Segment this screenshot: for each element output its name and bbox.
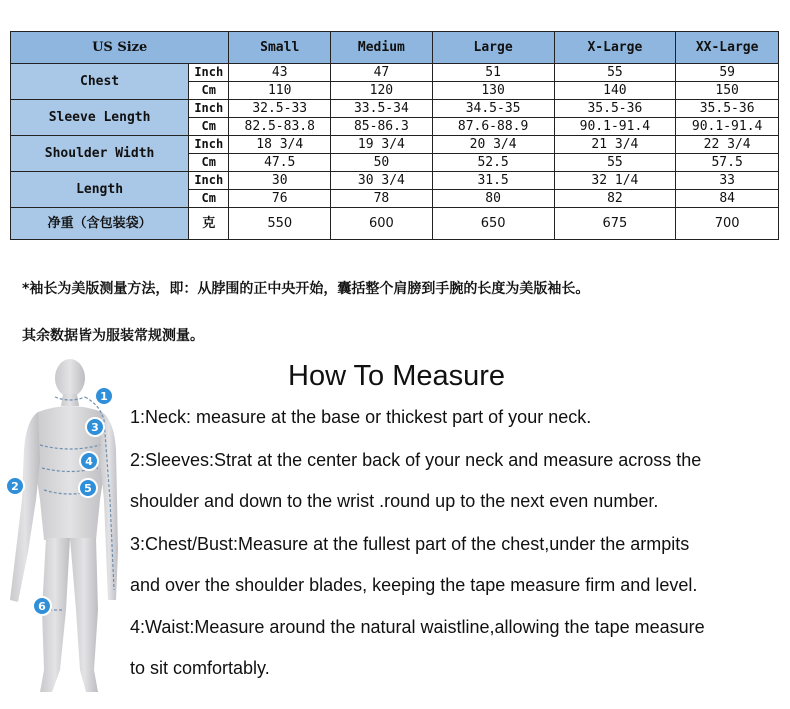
table-cell: 120 (331, 82, 433, 100)
table-cell: 19 3/4 (331, 136, 433, 154)
size-header-small: Small (229, 32, 331, 64)
unit-label: 克 (189, 208, 229, 240)
measure-label-sleeve-length: Sleeve Length (11, 100, 189, 136)
table-cell: 31.5 (432, 172, 554, 190)
table-cell: 47 (331, 64, 433, 82)
size-header-medium: Medium (331, 32, 433, 64)
table-cell: 30 3/4 (331, 172, 433, 190)
table-cell: 55 (554, 154, 676, 172)
table-cell: 51 (432, 64, 554, 82)
marker-5-label: 5 (84, 482, 92, 495)
table-cell: 110 (229, 82, 331, 100)
table-cell: 35.5-36 (676, 100, 779, 118)
marker-2 (6, 477, 24, 495)
table-cell: 32 1/4 (554, 172, 676, 190)
measure-label-length: Length (11, 172, 189, 208)
measure-label-net-weight: 净重（含包装袋） (11, 208, 189, 240)
marker-2-label: 2 (11, 480, 19, 493)
measure-instruction-line: 4:Waist:Measure around the natural waistline,allowing the tape measure (130, 617, 705, 637)
measure-label-shoulder-width: Shoulder Width (11, 136, 189, 172)
table-cell: 47.5 (229, 154, 331, 172)
table-cell: 33 (676, 172, 779, 190)
table-cell: 80 (432, 190, 554, 208)
table-cell: 85-86.3 (331, 118, 433, 136)
table-row (11, 172, 779, 190)
table-cell: 35.5-36 (554, 100, 676, 118)
marker-6-label: 6 (38, 600, 46, 613)
table-cell: 32.5-33 (229, 100, 331, 118)
table-cell: 650 (432, 208, 554, 240)
unit-label: Cm (189, 82, 229, 100)
marker-3 (86, 418, 104, 436)
table-cell: 130 (432, 82, 554, 100)
marker-5 (79, 479, 97, 497)
table-cell: 82 (554, 190, 676, 208)
table-cell: 76 (229, 190, 331, 208)
marker-1 (95, 387, 113, 405)
body-silhouette (10, 359, 118, 692)
measure-label-chest: Chest (11, 64, 189, 100)
size-header-xx-large: XX-Large (676, 32, 779, 64)
table-cell: 82.5-83.8 (229, 118, 331, 136)
table-cell: 55 (554, 64, 676, 82)
weight-row (11, 208, 779, 240)
table-row (11, 64, 779, 82)
us-size-heading: US Size (11, 32, 229, 64)
size-header-large: Large (432, 32, 554, 64)
sleeve-note: *袖长为美版测量方法，即：从脖围的正中央开始，囊括整个肩膀到手腕的长度为美版袖长。 (22, 281, 590, 297)
table-cell: 52.5 (432, 154, 554, 172)
table-cell: 57.5 (676, 154, 779, 172)
marker-4-label: 4 (85, 455, 93, 468)
table-cell: 600 (331, 208, 433, 240)
general-note: 其余数据皆为服装常规测量。 (22, 328, 204, 344)
table-cell: 59 (676, 64, 779, 82)
measure-instruction-line: 3:Chest/Bust:Measure at the fullest part of the chest,under the armpits (130, 534, 690, 554)
unit-label: Cm (189, 118, 229, 136)
unit-label: Inch (189, 100, 229, 118)
table-cell: 22 3/4 (676, 136, 779, 154)
table-cell: 30 (229, 172, 331, 190)
measure-instruction-line: 1:Neck: measure at the base or thickest part of your neck. (130, 407, 592, 427)
table-cell: 550 (229, 208, 331, 240)
table-cell: 21 3/4 (554, 136, 676, 154)
marker-1-label: 1 (100, 390, 108, 403)
table-cell: 90.1-91.4 (554, 118, 676, 136)
measure-instruction-line: shoulder and down to the wrist .round up to the next even number. (130, 491, 659, 511)
table-cell: 20 3/4 (432, 136, 554, 154)
body-figure-illustration (0, 350, 120, 705)
size-header-x-large: X-Large (554, 32, 676, 64)
table-cell: 43 (229, 64, 331, 82)
unit-label: Inch (189, 172, 229, 190)
table-cell: 150 (676, 82, 779, 100)
table-row (11, 136, 779, 154)
table-cell: 50 (331, 154, 433, 172)
unit-label: Cm (189, 190, 229, 208)
table-cell: 90.1-91.4 (676, 118, 779, 136)
measure-instruction-line: and over the shoulder blades, keeping the tape measure firm and level. (130, 575, 698, 595)
table-row (11, 100, 779, 118)
size-chart-table (10, 31, 779, 240)
unit-label: Cm (189, 154, 229, 172)
table-cell: 33.5-34 (331, 100, 433, 118)
measure-instruction-line: 2:Sleeves:Strat at the center back of your neck and measure across the (130, 450, 702, 470)
table-cell: 675 (554, 208, 676, 240)
marker-6 (33, 597, 51, 615)
measure-instruction-line: to sit comfortably. (130, 658, 270, 678)
table-cell: 34.5-35 (432, 100, 554, 118)
table-cell: 18 3/4 (229, 136, 331, 154)
unit-label: Inch (189, 136, 229, 154)
table-header-row (11, 32, 779, 64)
marker-3-label: 3 (91, 421, 99, 434)
unit-label: Inch (189, 64, 229, 82)
marker-4 (80, 452, 98, 470)
table-cell: 78 (331, 190, 433, 208)
table-cell: 700 (676, 208, 779, 240)
table-cell: 140 (554, 82, 676, 100)
table-cell: 84 (676, 190, 779, 208)
table-cell: 87.6-88.9 (432, 118, 554, 136)
how-to-measure-title: How To Measure (288, 360, 506, 392)
